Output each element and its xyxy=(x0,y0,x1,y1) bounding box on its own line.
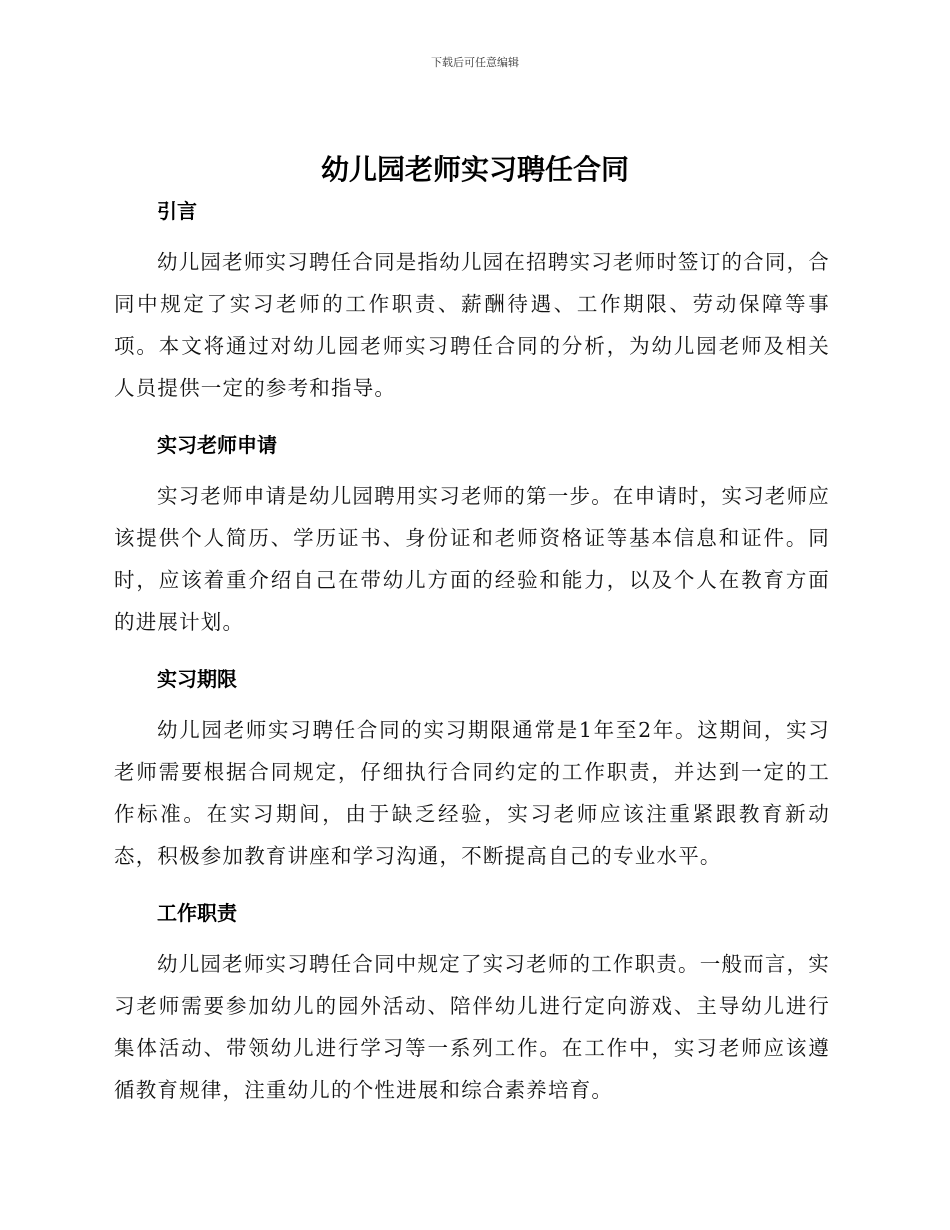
section-heading: 实习老师申请 xyxy=(157,433,277,457)
section-term xyxy=(114,661,830,877)
document-title: 幼儿园老师实习聘任合同 xyxy=(320,153,629,186)
section-paragraph: 幼儿园老师实习聘任合同中规定了实习老师的工作职责。一般而言，实习老师需要参加幼儿的园外活动、陪伴幼儿进行定向游戏、主导幼儿进行集体活动、带领幼儿进行学习等一系列工作。在工作中，实习老师应该遵循教育规律，注重幼儿的个性进展和综合素养培育。 xyxy=(114,952,830,1102)
section-paragraph: 幼儿园老师实习聘任合同是指幼儿园在招聘实习老师时签订的合同，合同中规定了实习老师的工作职责、薪酬待遇、工作期限、劳动保障等事项。本文将通过对幼儿园老师实习聘任合同的分析，为幼儿园老师及相关人员提供一定的参考和指导。 xyxy=(114,250,830,400)
header-note: 下载后可任意编辑 xyxy=(431,56,519,69)
section-heading: 引言 xyxy=(157,199,197,223)
section-introduction xyxy=(114,193,830,409)
section-paragraph: 幼儿园老师实习聘任合同的实习期限通常是1年至2年。这期间，实习老师需要根据合同规定，仔细执行合同约定的工作职责，并达到一定的工作标准。在实习期间，由于缺乏经验，实习老师应该注重紧跟教育新动态，积极参加教育讲座和学习沟通，不断提高自己的专业水平。 xyxy=(114,718,830,868)
section-application xyxy=(114,427,830,643)
section-heading: 工作职责 xyxy=(157,901,237,925)
section-paragraph: 实习老师申请是幼儿园聘用实习老师的第一步。在申请时，实习老师应该提供个人简历、学历证书、身份证和老师资格证等基本信息和证件。同时，应该着重介绍自己在带幼儿方面的经验和能力，以及个人在教育方面的进展计划。 xyxy=(114,484,830,634)
section-heading: 实习期限 xyxy=(157,667,237,691)
section-duties xyxy=(114,895,830,1111)
document-body xyxy=(114,193,830,1129)
